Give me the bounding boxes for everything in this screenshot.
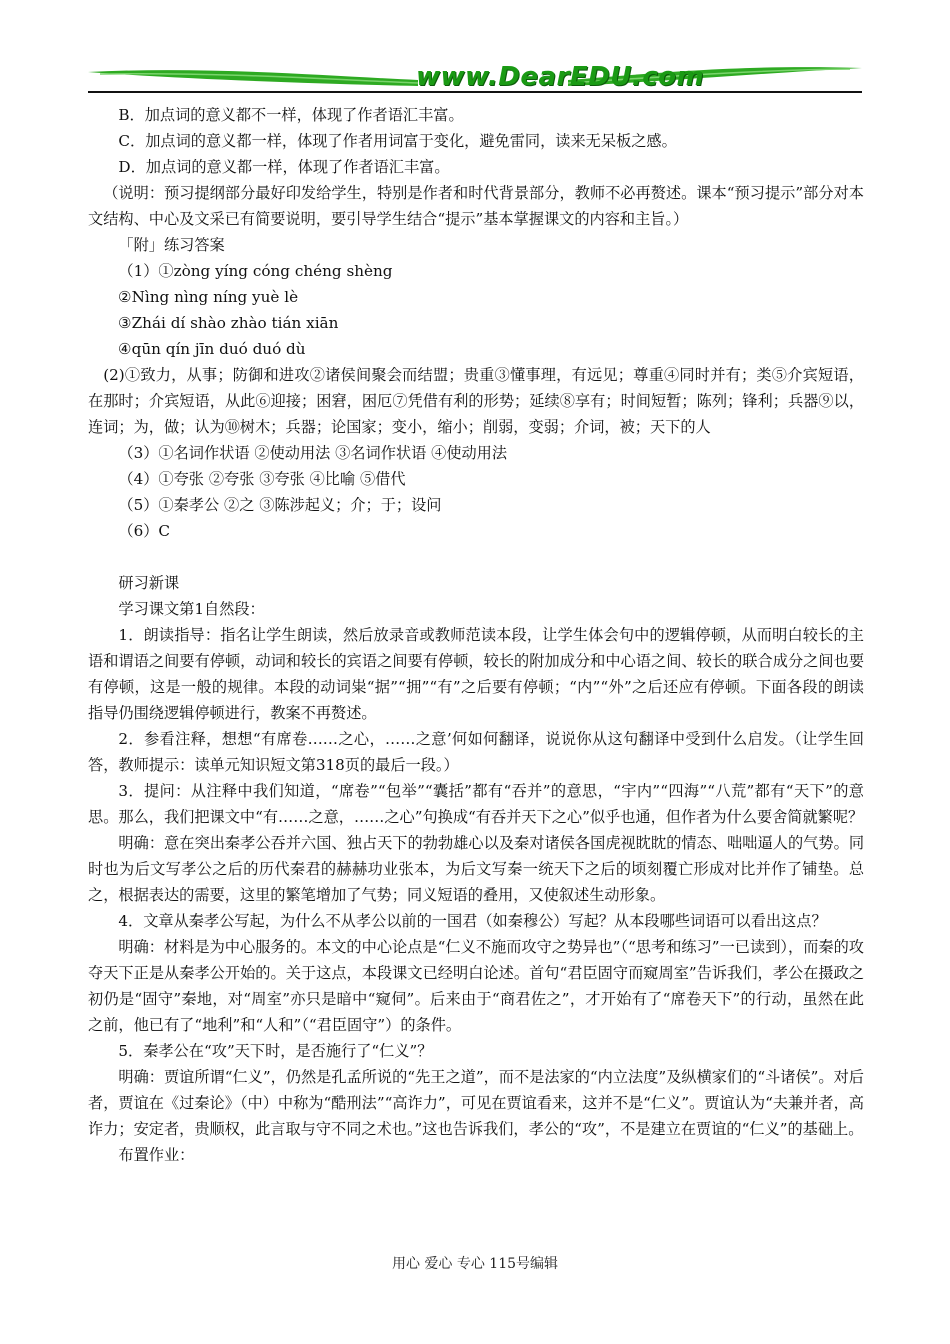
answer-step-5: 明确：贾谊所谓“仁义”，仍然是孔孟所说的“先王之道”，而不是法家的“内立法度”及纵横家们的“斗诸侯”。对后者，贾谊在《过秦论》（中）中称为“酷刑法”“高诈力”，可见在贾谊看来，这并不是“仁义”。贾谊认为“夫兼并者，高诈力；安定者，贵顺权，此言取与守不同之术也。”这也告诉我们，孝公的“攻”，不是建立在贾谊的“仁义”的基础上。 — [88, 1068, 864, 1138]
subsection-heading: 学习课文第1自然段： — [118, 600, 265, 618]
step-1: 1．朗读指导：指名让学生朗读，然后放录音或教师范读本段，让学生体会句中的逻辑停顿，从而明白较长的主语和谓语之间要有停顿，动词和较长的宾语之间要有停顿，较长的附加成分和中心语之间、较长的联合成分之间也要有停顿，这是一般的规律。本段的动词粜“据”“拥”“有”之后要有停顿；“内”“外”之后还应有停顿。下面各段的朗读指导仍围绕逻辑停顿进行，教案不再赘述。 — [88, 626, 864, 722]
answer-1-2: ②Nìng nìng níng yuè lè — [118, 288, 299, 306]
answer-3: （3）①名词作状语 ②使动用法 ③名词作状语 ④使动用法 — [118, 444, 508, 462]
answer-1-3: ③Zhái dí shào zhào tián xiān — [118, 314, 339, 332]
answer-4: （4）①夸张 ②夸张 ③夸张 ④比喻 ⑤借代 — [118, 470, 406, 488]
note-paragraph: （说明：预习提纲部分最好印发给学生，特别是作者和时代背景部分，教师不必再赘述。课本“预习提示”部分对本文结构、中心及文采已有简要说明，要引导学生结合“提示”基本掌握课文的内容和主旨。） — [88, 184, 864, 228]
option-d: D．加点词的意义都一样，体现了作者语汇丰富。 — [118, 158, 450, 176]
option-b: B．加点词的意义都不一样，体现了作者语汇丰富。 — [118, 106, 464, 124]
answers-heading: 「附」练习答案 — [118, 236, 225, 254]
site-logo-text[interactable]: www.DearEDU.com — [416, 62, 705, 92]
answer-2: (2)①致力，从事；防御和进攻②诸侯间聚会而结盟；贵重③懂事理，有远见；尊重④同时并有；类⑤介宾短语，在那时；介宾短语，从此⑥迎接；困窘，困厄⑦凭借有利的形势；延续⑧享有；时间短暂；陈列；锋利；兵器⑨以，连词；为，做；认为⑩树木；兵器；论国家；变小，缩小；削弱，变弱；介词，被；天下的人 — [88, 366, 864, 436]
answer-6: （6）C — [118, 522, 171, 540]
answer-5: （5）①秦孝公 ②之 ③陈涉起义；介；于；设问 — [118, 496, 442, 514]
answer-1-4: ④qūn qín jīn duó duó dù — [118, 340, 306, 358]
step-2: 2．参看注释，想想“有席卷……之心，……之意’何如何翻译，说说你从这句翻译中受到什么启发。（让学生回答，教师提示：读单元知识短文第318页的最后一段。） — [88, 730, 864, 774]
homework-heading: 布置作业： — [118, 1146, 195, 1164]
step-4: 4．文章从秦孝公写起，为什么不从孝公以前的一国君（如秦穆公）写起？从本段哪些词语可以看出这点？ — [118, 912, 827, 930]
answer-step-4: 明确：材料是为中心服务的。本文的中心论点是“仁义不施而攻守之势异也”（“思考和练习”一已读到），而秦的攻夺天下正是从秦孝公开始的。关于这点，本段课文已经明白论述。首句“君臣固守而窥周室”告诉我们，孝公在摄政之初仍是“固守”秦地，对“周室”亦只是暗中“窥伺”。后来由于“商君佐之”，才开始有了“席卷天下”的行动，虽然在此之前，他已有了“地利”和“人和”（“君臣固守”）的条件。 — [88, 938, 864, 1034]
step-3: 3．提问：从注释中我们知道，“席卷”“包举”“囊括”都有“吞并”的意思，“宇内”“四海”“八荒”都有“天下”的意思。那么，我们把课文中“有……之意，……之心”句换成“有吞并天下之心”似乎也通，但作者为什么要舍简就繁呢？ — [88, 782, 864, 826]
step-5: 5．秦孝公在“攻”天下时，是否施行了“仁义”？ — [118, 1042, 433, 1060]
document-body — [88, 102, 864, 1168]
answer-step-3: 明确：意在突出秦孝公吞并六国、独占天下的勃勃雄心以及秦对诸侯各国虎视眈眈的情态、咄咄逼人的气势。同时也为后文写孝公之后的历代秦君的赫赫功业张本，为后文写秦一统天下之后的顷刻覆亡形成对比并作了铺垫。总之，根据表达的需要，这里的繁笔增加了气势；同义短语的叠用，又使叙述生动形象。 — [88, 834, 864, 904]
site-header-logo — [88, 62, 862, 98]
answer-1-1: （1）①zòng yíng cóng chéng shèng — [118, 262, 393, 280]
option-c: C．加点词的意义都一样，体现了作者用词富于变化，避免雷同，读来无呆板之感。 — [118, 132, 677, 150]
page-footer: 用心 爱心 专心 115号编辑 — [391, 1256, 559, 1272]
spacer — [88, 544, 864, 570]
section-heading: 研习新课 — [118, 574, 180, 592]
